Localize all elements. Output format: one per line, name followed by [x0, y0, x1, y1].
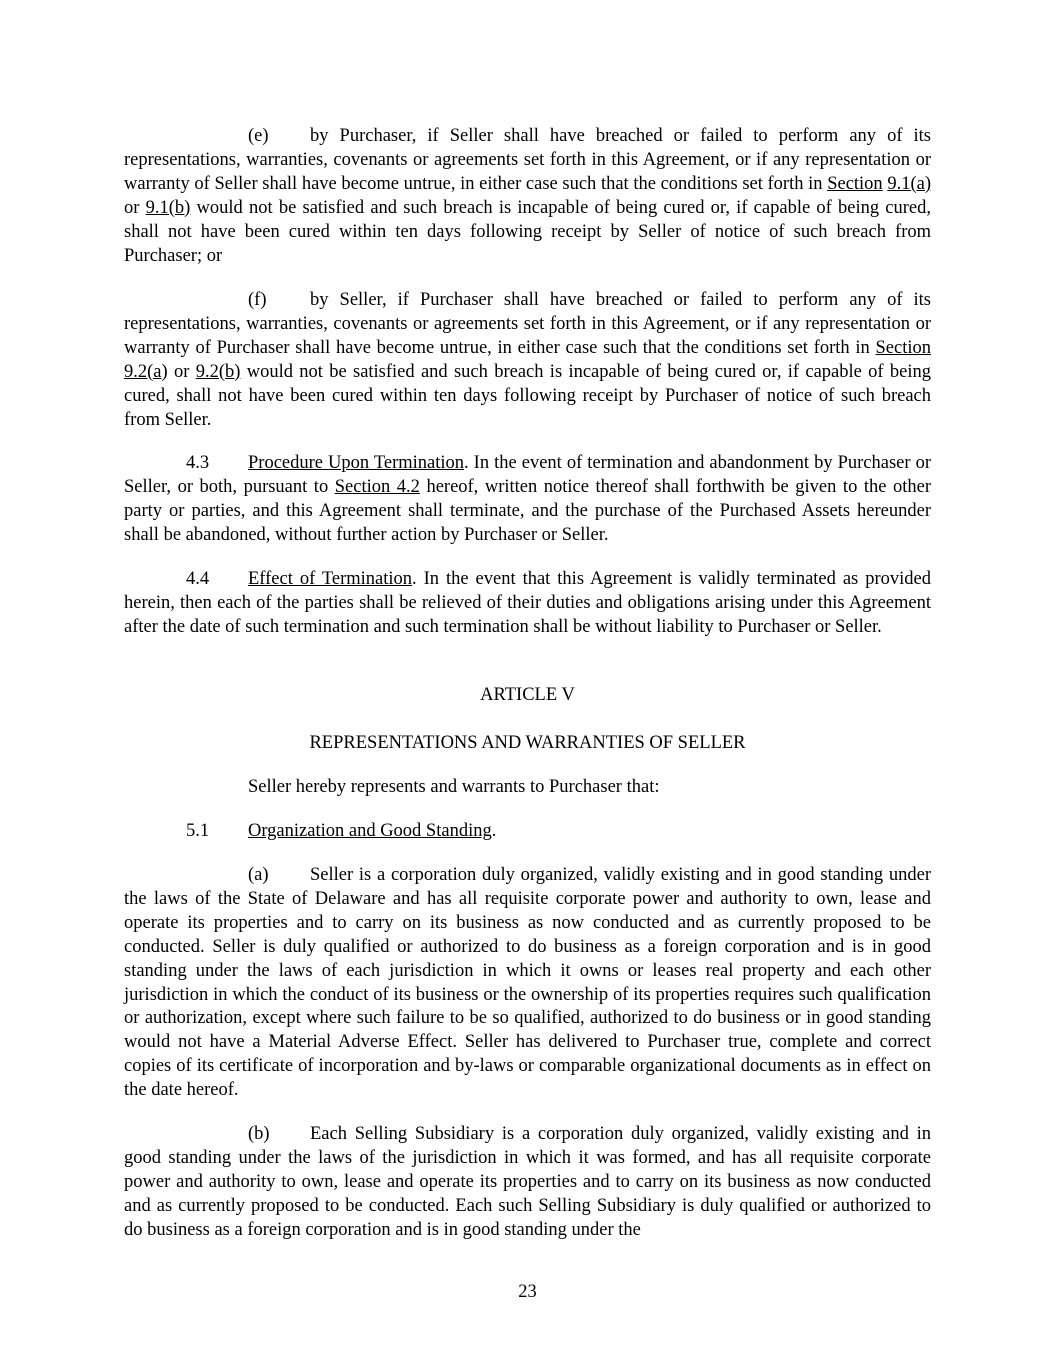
section-heading: Effect of Termination	[248, 569, 413, 589]
paragraph-label: (b)	[248, 1124, 270, 1144]
section-reference: Section	[875, 337, 931, 358]
article-intro: Seller hereby represents and warrants to Purchaser that:	[248, 777, 660, 797]
section-text: . In the event that this Agreement is validly terminated as provided herein, then each of the parties shall be relieved of their duties and obligations arising under this Agreement after the date of such termination and such termination shall be without liability to Purchaser or Seller.	[124, 569, 931, 637]
section-4-4	[124, 568, 931, 640]
section-number: 4.4	[186, 569, 210, 589]
paragraph-text: would not be satisfied and such breach is incapable of being cured or, if capable of being cured, shall not have been cured within ten days following receipt by Seller of notice of such breach from Purchaser; or	[124, 197, 931, 266]
document-page	[124, 0, 931, 1365]
section-heading: Organization and Good Standing	[248, 821, 492, 841]
paragraph-f	[124, 289, 931, 432]
paragraph-text: would not be satisfied and such breach is incapable of being cured or, if capable of being cured, shall not have been cured within ten days following receipt by Purchaser of notice of such breach from Seller.	[124, 361, 931, 430]
section-reference: Section 4.2	[334, 476, 420, 497]
section-4-3	[124, 452, 931, 548]
article-title: ARTICLE V	[480, 685, 575, 705]
paragraph-label: (f)	[248, 290, 267, 310]
section-reference: Section	[827, 173, 883, 194]
section-text: . In the event of termination and abandonment by Purchaser or Seller, or both, pursuant to	[124, 453, 931, 497]
paragraph-text: Each Selling Subsidiary is a corporation duly organized, validly existing and in good standing under the laws of the jurisdiction in which it was formed, and has all requisite corporate power and authority to own, lease and operate its properties and to carry on its business as now conducted and as currently proposed to be conducted. Each such Selling Subsidiary is duly qualified or authorized to do business as a foreign corporation and is in good standing under the	[124, 1124, 931, 1240]
section-reference-a: 9.1(a)	[887, 173, 932, 194]
paragraph-5-1-b	[124, 1123, 931, 1243]
section-reference-a: 9.2(a)	[124, 361, 168, 382]
conjunction: or	[124, 197, 146, 218]
paragraph-e	[124, 125, 931, 268]
section-reference-b: 9.2(b)	[195, 361, 241, 382]
section-heading: Procedure Upon Termination	[248, 453, 464, 473]
paragraph-label: (e)	[248, 126, 269, 146]
section-number: 4.3	[186, 453, 210, 473]
paragraph-5-1-a	[124, 864, 931, 1103]
paragraph-text: by Seller, if Purchaser shall have breached or failed to perform any of its representations, warranties, covenants or agreements set forth in this Agreement, or if any representation or warranty of Purchaser shall have become untrue, in either case such that the conditions set forth in	[124, 290, 931, 358]
paragraph-text: Seller is a corporation duly organized, validly existing and in good standing under the laws of the State of Delaware and has all requisite corporate power and authority to own, lease and operate its properties and to carry on its business as now conducted and as currently proposed to be conducted. Seller is duly qualified or authorized to do business as a foreign corporation and is in good standing under the laws of each jurisdiction in which it owns or leases real property and each other jurisdiction in which the conduct of its business or the ownership of its properties requires such qualification or authorization, except where such failure to be so qualified, authorized to do business or in good standing would not have a Material Adverse Effect. Seller has delivered to Purchaser true, complete and correct copies of its certificate of incorporation and by-laws or comparable organizational documents as in effect on the date hereof.	[124, 865, 931, 1101]
section-5-1	[124, 820, 931, 844]
conjunction: or	[167, 361, 196, 382]
paragraph-text: by Purchaser, if Seller shall have breached or failed to perform any of its representations, warranties, covenants or agreements set forth in this Agreement, or if any representation or warranty of Seller shall have become untrue, in either case such that the conditions set forth in	[124, 126, 931, 194]
section-reference-b: 9.1(b)	[145, 197, 191, 218]
article-subtitle: REPRESENTATIONS AND WARRANTIES OF SELLER	[309, 733, 746, 753]
section-heading-period: .	[491, 821, 497, 841]
section-number: 5.1	[186, 821, 210, 841]
page-number: 23	[518, 1282, 537, 1302]
section-text: hereof, written notice thereof shall forthwith be given to the other party or parties, and this Agreement shall terminate, and the purchase of the Purchased Assets hereunder shall be abandoned, without further action by Purchaser or Seller.	[124, 476, 932, 545]
paragraph-label: (a)	[248, 865, 269, 885]
